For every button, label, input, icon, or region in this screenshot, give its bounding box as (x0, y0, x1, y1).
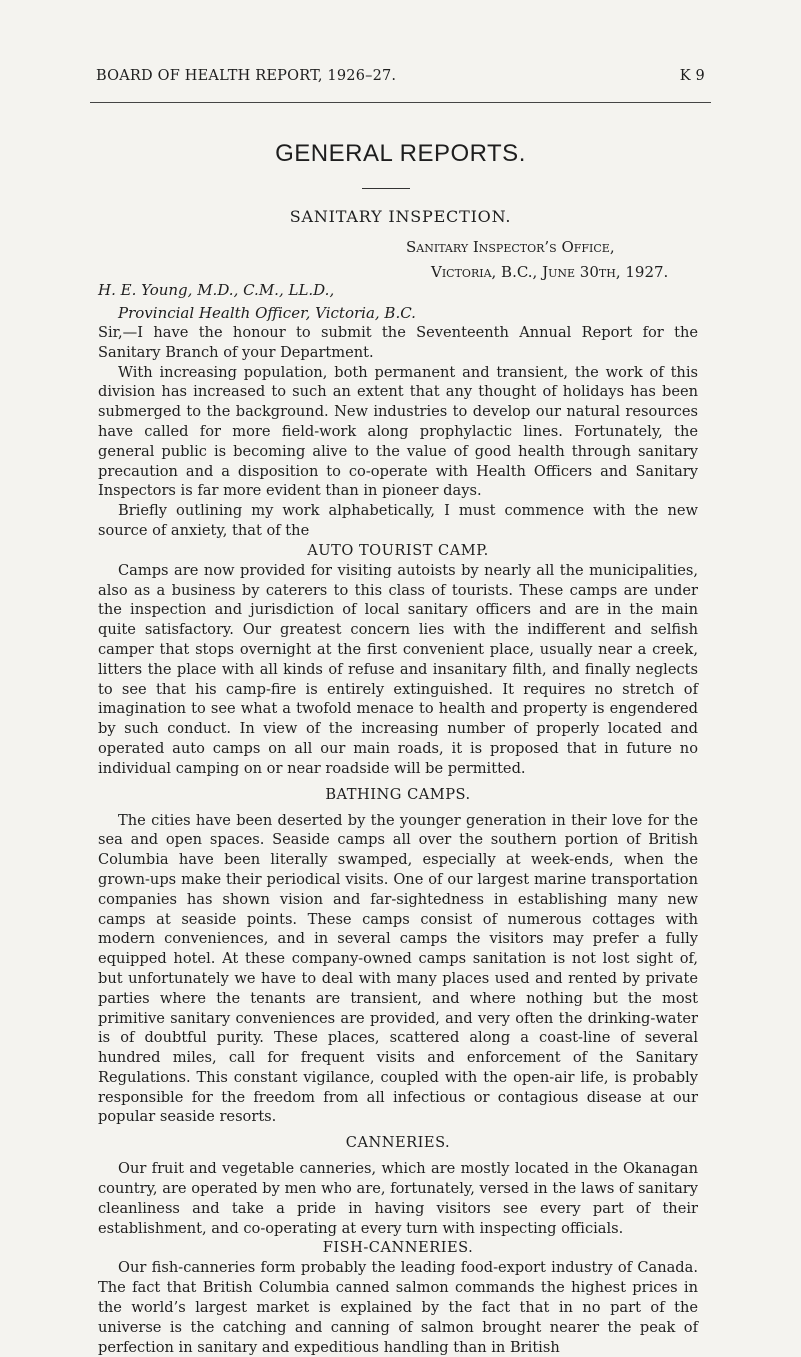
heading-auto-tourist-camp: AUTO TOURIST CAMP. (307, 541, 489, 559)
office-place-date-text: Victoria, B.C., June 30th, 1927. (431, 263, 669, 281)
office-name: Sanitary Inspector’s Office, (406, 238, 615, 256)
intro-paragraph-1: Sir,—I have the honour to submit the Seventeenth Annual Report for the Sanitary Branch of your Department. (98, 324, 698, 361)
heading-fish-canneries: FISH-CANNERIES. (322, 1239, 474, 1257)
page-title: GENERAL REPORTS. (275, 140, 526, 167)
intro-paragraph-3: Briefly outlining my work alphabetically, I must commence with the new source of anxiety, that of the (98, 502, 698, 539)
header-rule (90, 102, 711, 103)
addressee-name: H. E. Young, M.D., C.M., LL.D., (98, 281, 335, 299)
section-title: SANITARY INSPECTION. (289, 207, 512, 226)
running-head-title: BOARD OF HEALTH REPORT, 1926–27. (96, 68, 397, 84)
intro-paragraph-2: With increasing population, both permanent and transient, the work of this division has increased to such an extent that any thought of holidays has been submerged to the background. New industries to develop our natural resources have called for more field-work along prophylactic lines. Fortunately, the general public is becoming alive to the value of good health through sanitary precaution and a disposition to co-operate with Health Officers and Sanitary Inspectors is far more evident than in pioneer days. (98, 363, 698, 500)
addressee-block (98, 279, 416, 325)
heading-bathing-camps: BATHING CAMPS. (325, 785, 471, 803)
office-place-date (431, 260, 668, 285)
running-head (96, 68, 705, 84)
title-divider (362, 188, 410, 189)
report-body (98, 323, 698, 1357)
page-number: K 9 (679, 68, 705, 84)
paragraph-auto-tourist-camp: Camps are now provided for visiting autoists by nearly all the municipalities, also as a business by caterers to this class of tourists. These camps are under the inspection and jurisdiction of local sanitary officers and are in the main quite satisfactory. Our greatest concern lies with the indifferent and selfish camper that stops overnight at the first convenient place, usually near a creek, litters the place with all kinds of refuse and insanitary filth, and finally neglects to see that his camp-fire is entirely extinguished. It requires no stretch of imagination to see what a twofold menace to health and property is engendered by such conduct. In view of the increasing number of properly located and operated auto camps on all our main roads, it is proposed that in future no individual camping on or near roadside will be permitted. (98, 561, 698, 777)
paragraph-fish-canneries: Our fish-canneries form probably the leading food-export industry of Canada. The fact that British Columbia canned salmon commands the highest prices in the world’s largest market is explained by the fact that in no part of the universe is the catching and canning of salmon brought nearer the peak of perfection in sanitary and expeditious handling than in British (98, 1259, 698, 1356)
heading-canneries: CANNERIES. (345, 1134, 451, 1152)
paragraph-bathing-camps: The cities have been deserted by the younger generation in their love for the sea and open spaces. Seaside camps all over the southern portion of British Columbia have been literally swamped, especially at week-ends, when the grown-ups make their periodical visits. One of our largest marine transportation companies has shown vision and far-sightedness in establishing many new camps at seaside points. These camps consist of numerous cottages with modern conveniences, and in several camps the visitors may prefer a fully equipped hotel. At these company-owned camps sanitation is not lost sight of, but unfortunately we have to deal with many places used and rented by private parties where the tenants are transient, and where nothing but the most primitive sanitary conveniences are provided, and very often the drinking-water is of doubtful purity. These places, scattered along a coast-line of several hundred miles, call for frequent visits and enforcement of the Sanitary Regulations. This constant vigilance, coupled with the open-air life, is probably responsible for the freedom from all infectious or contagious disease at our popular seaside resorts. (98, 811, 698, 1126)
paragraph-canneries: Our fruit and vegetable canneries, which are mostly located in the Okanagan country, are operated by men who are, fortunately, versed in the laws of sanitary cleanliness and take a pride in having visitors see every part of their establishment, and co-operating at every turn with inspecting officials. (98, 1160, 698, 1237)
addressee-title: Provincial Health Officer, Victoria, B.C. (118, 304, 416, 322)
